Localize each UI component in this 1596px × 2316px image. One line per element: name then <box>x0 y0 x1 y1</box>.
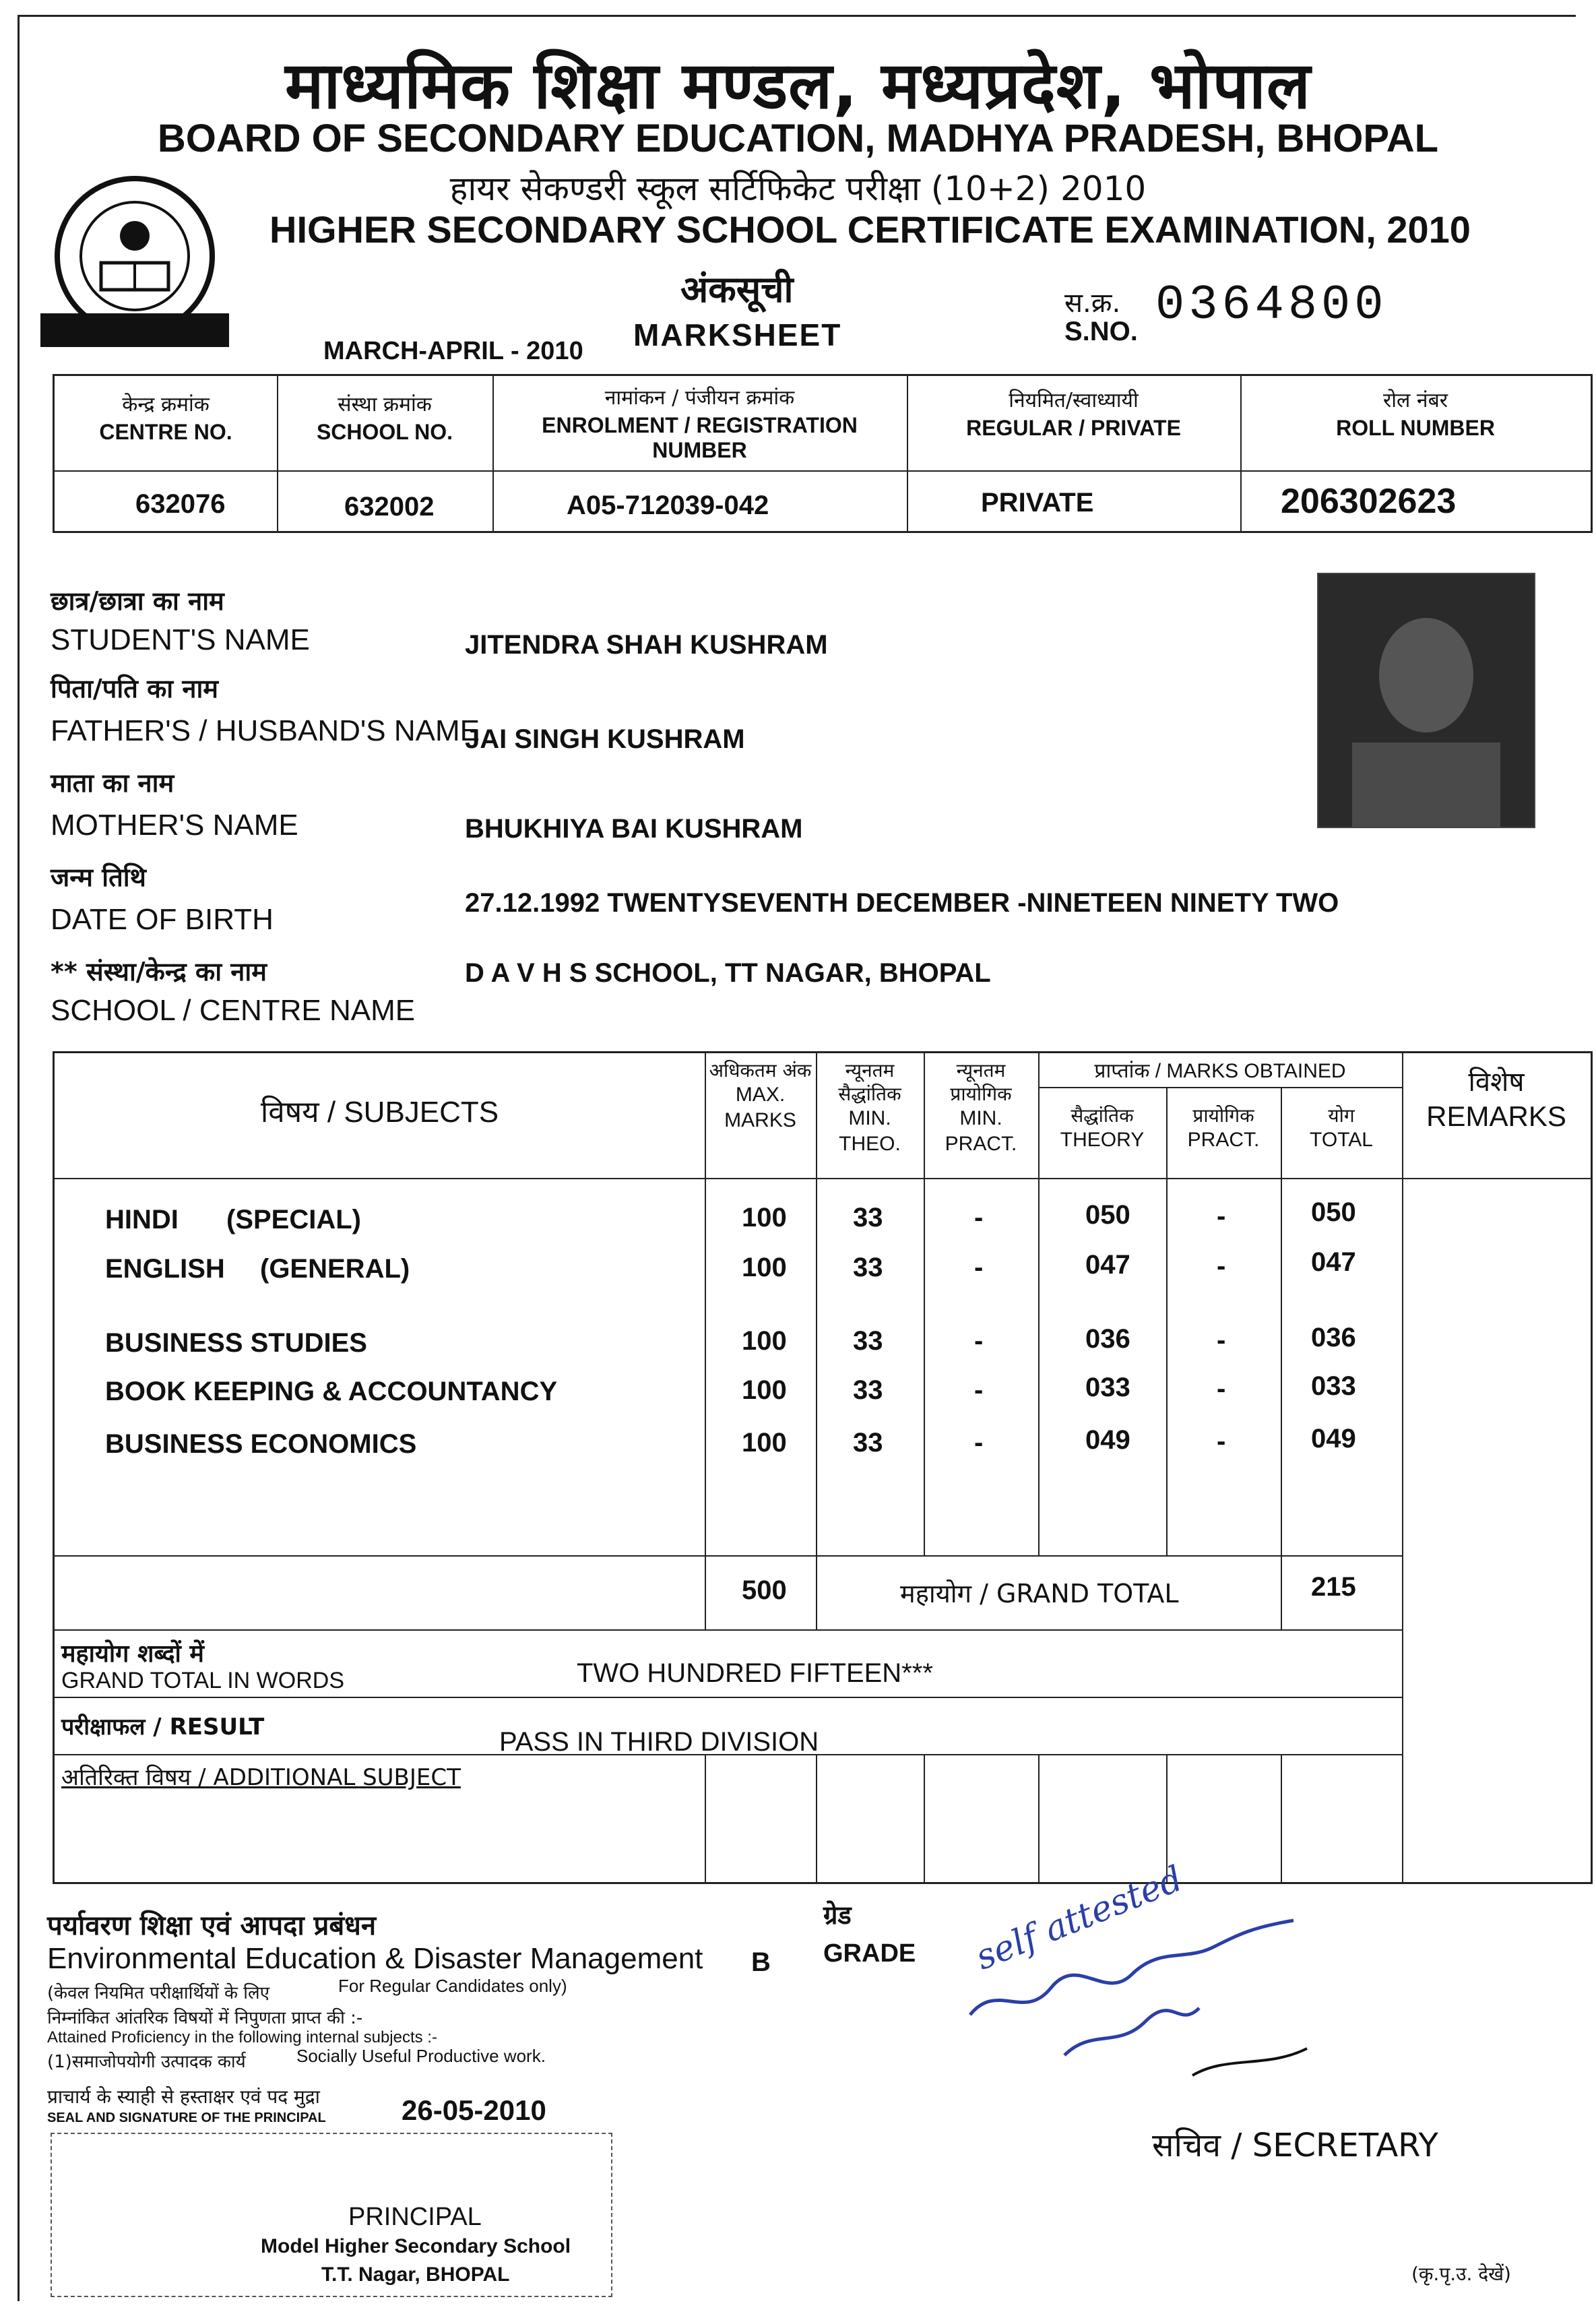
principal-sign-label: SEAL AND SIGNATURE OF THE PRINCIPAL <box>47 2110 326 2125</box>
min-practical: - <box>974 1375 984 1405</box>
header-enrolment: नामांकन / पंजीयन क्रमांक ENROLMENT / REGISTRATION NUMBER <box>542 386 858 462</box>
grade-label: GRADE <box>823 1939 916 1968</box>
result-value: PASS IN THIRD DIVISION <box>499 1727 819 1757</box>
theory-header: सैद्धांतिक THEORY <box>1060 1104 1145 1151</box>
min-theory-header: न्यूनतम सैद्धांतिक MIN. THEO. <box>838 1059 901 1155</box>
min-theory: 33 <box>853 1253 883 1282</box>
issue-date: 26-05-2010 <box>402 2094 546 2126</box>
principal-stamp <box>51 2133 612 2297</box>
stamp-line-2: Model Higher Secondary School <box>261 2235 571 2257</box>
result-label: परीक्षाफल / RESULT <box>61 1714 265 1741</box>
subject-name: BUSINESS ECONOMICS <box>105 1429 417 1459</box>
remarks-header: विशेष REMARKS <box>1426 1067 1566 1132</box>
mother-name: BHUKHIYA BAI KUSHRAM <box>465 814 803 844</box>
dob-label: DATE OF BIRTH <box>51 903 274 936</box>
header-roll-number: रोल नंबर ROLL NUMBER <box>1336 389 1495 440</box>
school-name-label-hindi: ** संस्था/केन्द्र का नाम <box>51 957 267 987</box>
student-name-label: STUDENT'S NAME <box>51 623 310 656</box>
min-practical: - <box>974 1253 984 1282</box>
father-name-label: FATHER'S / HUSBAND'S NAME <box>51 714 480 747</box>
min-practical: - <box>974 1428 984 1458</box>
roll-number-value: 206302623 <box>1281 482 1457 521</box>
stamp-line-1: PRINCIPAL <box>348 2203 482 2231</box>
enrolment-value: A05-712039-042 <box>567 491 769 520</box>
subject-name: BOOK KEEPING & ACCOUNTANCY <box>105 1377 558 1406</box>
theory-marks: 047 <box>1085 1250 1130 1280</box>
dob-label-hindi: जन्म तिथि <box>51 863 146 892</box>
note-english-2: Attained Proficiency in the following internal subjects :- <box>47 2028 437 2046</box>
marks-table <box>53 1051 1593 1884</box>
min-theory: 33 <box>853 1203 883 1232</box>
school-name: D A V H S SCHOOL, TT NAGAR, BHOPAL <box>465 958 991 988</box>
additional-subject-label: अतिरिक्त विषय / ADDITIONAL SUBJECT <box>61 1764 461 1791</box>
secretary-label: सचिव / SECRETARY <box>1152 2127 1438 2164</box>
min-practical: - <box>974 1326 984 1356</box>
practical-marks: - <box>1217 1201 1226 1231</box>
student-name: JITENDRA SHAH KUSHRAM <box>465 630 828 660</box>
grand-total-value: 215 <box>1311 1572 1356 1602</box>
theory-marks: 050 <box>1085 1200 1130 1230</box>
self-attested-note: self attested <box>970 1858 1188 1978</box>
practical-header: प्रायोगिक PRACT. <box>1187 1104 1260 1151</box>
mother-name-label-hindi: माता का नाम <box>51 768 174 798</box>
doc-title-hindi: अंकसूची <box>680 268 794 311</box>
practical-marks: - <box>1217 1251 1226 1281</box>
exam-session: MARCH-APRIL - 2010 <box>323 337 583 365</box>
note-english-3: Socially Useful Productive work. <box>296 2046 546 2066</box>
note-hindi-3: (1)समाजोपयोगी उत्पादक कार्य <box>47 2052 246 2072</box>
header-centre-no: केन्द्र क्रमांक CENTRE NO. <box>99 393 232 444</box>
note-hindi-2: निम्नांकित आंतरिक विषयों में निपुणता प्राप्त की :- <box>47 2008 363 2028</box>
min-theory: 33 <box>853 1326 883 1356</box>
total-header: योग TOTAL <box>1310 1104 1373 1151</box>
env-education-english: Environmental Education & Disaster Management <box>47 1942 703 1975</box>
mother-name-label: MOTHER'S NAME <box>51 809 298 842</box>
sno-label-english: S.NO. <box>1064 317 1138 346</box>
note-hindi-1: (केवल नियमित परीक्षार्थियों के लिए <box>47 1983 269 2003</box>
school-name-label: SCHOOL / CENTRE NAME <box>51 994 416 1027</box>
stamp-line-3: T.T. Nagar, BHOPAL <box>321 2263 510 2286</box>
header-school-no: संस्था क्रमांक SCHOOL NO. <box>316 393 453 444</box>
subjects-header: विषय / SUBJECTS <box>260 1096 499 1129</box>
min-theory: 33 <box>853 1375 883 1405</box>
max-marks: 100 <box>742 1326 787 1356</box>
subject-name: BUSINESS STUDIES <box>105 1328 367 1358</box>
min-practical-header: न्यूनतम प्रायोगिक MIN. PRACT. <box>945 1059 1017 1155</box>
max-marks: 100 <box>742 1428 787 1458</box>
subject-type: (GENERAL) <box>260 1254 410 1284</box>
grand-total-words: TWO HUNDRED FIFTEEN*** <box>577 1658 933 1688</box>
env-education-grade: B <box>751 1947 771 1977</box>
serial-number: 0364800 <box>1155 278 1388 333</box>
marks-obtained-header: प्राप्तांक / MARKS OBTAINED <box>1094 1060 1346 1082</box>
board-title-hindi: माध्यमिक शिक्षा मण्डल, मध्यप्रदेश, भोपाल <box>285 48 1311 123</box>
note-english-1: For Regular Candidates only) <box>338 1976 567 1996</box>
exam-title-english: HIGHER SECONDARY SCHOOL CERTIFICATE EXAMINATION, 2010 <box>269 208 1471 251</box>
max-marks-header: अधिकतम अंक MAX. MARKS <box>709 1059 812 1131</box>
student-name-label-hindi: छात्र/छात्रा का नाम <box>51 586 224 616</box>
father-name-label-hindi: पिता/पति का नाम <box>51 674 219 703</box>
theory-marks: 036 <box>1085 1324 1130 1354</box>
overleaf-note: (कृ.पृ.उ. देखें) <box>1411 2263 1511 2285</box>
min-theory: 33 <box>853 1428 883 1458</box>
centre-no-value: 632076 <box>135 489 226 519</box>
total-marks: 036 <box>1311 1323 1356 1352</box>
regular-private-value: PRIVATE <box>981 488 1094 518</box>
grade-label-hindi: ग्रेड <box>823 1900 852 1930</box>
theory-marks: 049 <box>1085 1425 1130 1455</box>
practical-marks: - <box>1217 1427 1226 1456</box>
total-marks: 047 <box>1311 1247 1356 1277</box>
max-marks: 100 <box>742 1375 787 1405</box>
subject-name: ENGLISH <box>105 1254 225 1284</box>
total-marks: 033 <box>1311 1371 1356 1401</box>
max-marks: 100 <box>742 1253 787 1282</box>
date-of-birth: 27.12.1992 TWENTYSEVENTH DECEMBER -NINETEEN NINETY TWO <box>465 888 1339 918</box>
practical-marks: - <box>1217 1325 1226 1355</box>
theory-marks: 033 <box>1085 1373 1130 1402</box>
exam-title-hindi: हायर सेकण्डरी स्कूल सर्टिफिकेट परीक्षा (10+2) 2010 <box>449 169 1147 208</box>
env-education-hindi: पर्यावरण शिक्षा एवं आपदा प्रबंधन <box>47 1910 377 1941</box>
grand-max-marks: 500 <box>742 1575 787 1605</box>
school-no-value: 632002 <box>344 492 435 522</box>
board-title-english: BOARD OF SECONDARY EDUCATION, MADHYA PRADESH, BHOPAL <box>157 117 1439 160</box>
doc-title-english: MARKSHEET <box>633 317 842 352</box>
total-marks: 050 <box>1311 1197 1356 1227</box>
sno-label-hindi: स.क्र. <box>1064 288 1121 319</box>
principal-sign-label-hindi: प्राचार्य के स्याही से हस्ताक्षर एवं पद मुद्रा <box>47 2086 320 2108</box>
subject-name: HINDI <box>105 1205 179 1234</box>
total-marks: 049 <box>1311 1424 1356 1453</box>
min-practical: - <box>974 1203 984 1232</box>
student-photo <box>1317 573 1535 828</box>
candidate-info-table <box>53 374 1593 533</box>
father-name: JAI SINGH KUSHRAM <box>465 724 745 754</box>
grand-total-label: महायोग / GRAND TOTAL <box>900 1579 1179 1608</box>
grand-total-words-label-hindi: महायोग शब्दों में <box>61 1640 204 1668</box>
practical-marks: - <box>1217 1374 1226 1404</box>
grand-total-words-label: GRAND TOTAL IN WORDS <box>61 1668 345 1693</box>
max-marks: 100 <box>742 1203 787 1232</box>
header-regular-private: नियमित/स्वाध्यायी REGULAR / PRIVATE <box>966 389 1181 440</box>
subject-type: (SPECIAL) <box>226 1205 361 1234</box>
